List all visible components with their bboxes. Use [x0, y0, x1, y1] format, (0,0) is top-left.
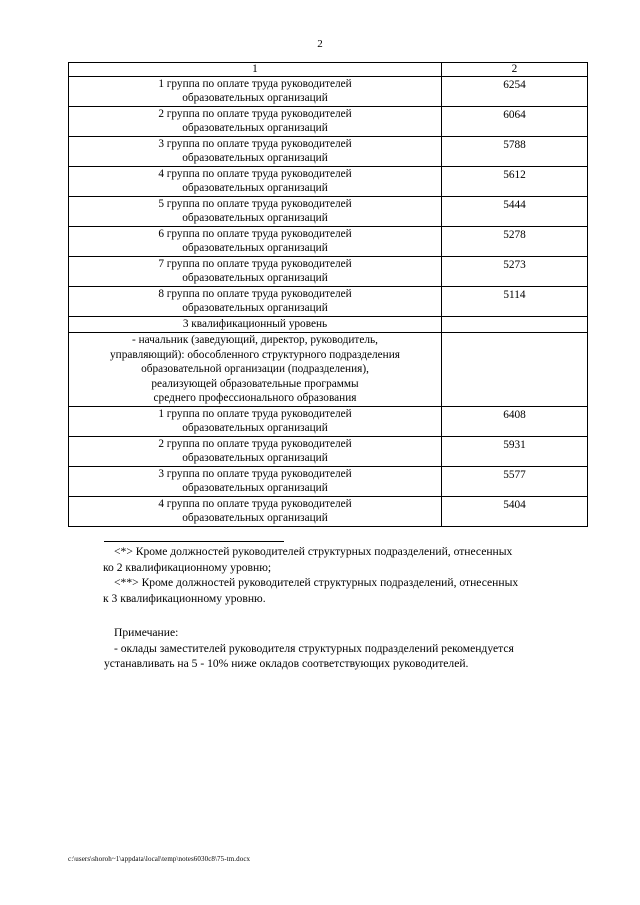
row-value: 6064	[503, 109, 526, 121]
table-header-row	[69, 63, 588, 77]
row-label-line: 6 группа по оплате труда руководителей	[158, 228, 352, 240]
row-value: 6408	[503, 409, 526, 421]
row-label-cell	[69, 227, 442, 257]
row-value	[446, 333, 583, 334]
row-value-cell	[442, 257, 588, 287]
row-value: 6254	[503, 79, 526, 91]
row-label-cell	[69, 107, 442, 137]
row-label-line: 4 группа по оплате труда руководителей	[158, 168, 352, 180]
row-label-line: 5 группа по оплате труда руководителей	[158, 198, 352, 210]
row-label-cell	[69, 467, 442, 497]
table-row	[69, 317, 588, 333]
row-value: 5114	[503, 289, 526, 301]
row-label-cell	[69, 167, 442, 197]
footnote-1-continuation: ко 2 квалификационному уровню;	[103, 560, 272, 574]
row-value: 5278	[503, 229, 526, 241]
row-value-cell	[442, 333, 588, 407]
row-label-line: 1 группа по оплате труда руководителей	[158, 78, 352, 90]
row-value: 5444	[503, 199, 526, 211]
row-label-line: образовательных организаций	[182, 452, 328, 464]
column-header-2: 2	[442, 63, 588, 77]
row-label-cell	[69, 77, 442, 107]
row-label-line: 3 квалификационный уровень	[182, 318, 328, 330]
row-label-line: 7 группа по оплате труда руководителей	[158, 258, 352, 270]
row-value: 5273	[503, 259, 526, 271]
row-label-cell	[69, 497, 442, 527]
footnote-2	[104, 575, 596, 591]
row-label-cell	[69, 197, 442, 227]
row-label-line: реализующей образовательные программы	[151, 377, 359, 390]
footnote-1	[104, 544, 596, 560]
row-label-line: образовательной организации (подразделения),	[141, 363, 369, 375]
remark-title: Примечание:	[114, 626, 179, 639]
remark-first-line: - оклады заместителей руководителя структурных подразделений рекомендуется	[114, 641, 514, 655]
row-value-cell	[442, 467, 588, 497]
row-label-cell	[69, 257, 442, 287]
row-label-line: образовательных организаций	[182, 92, 328, 104]
row-label-line: 2 группа по оплате труда руководителей	[158, 108, 352, 120]
column-header-1: 1	[69, 63, 442, 77]
row-value-cell	[442, 227, 588, 257]
notes-section	[104, 544, 596, 672]
row-value-cell	[442, 497, 588, 527]
row-value-cell	[442, 107, 588, 137]
footnote-2-continuation: к 3 квалификационному уровню.	[103, 591, 266, 605]
row-label-cell	[69, 407, 442, 437]
row-value-cell	[442, 197, 588, 227]
row-label-cell	[69, 287, 442, 317]
row-label-line: управляющий): обособленного структурного подразделения	[110, 348, 400, 361]
table-row	[69, 407, 588, 437]
row-label-line: образовательных организаций	[182, 512, 328, 524]
row-label-line: образовательных организаций	[182, 422, 328, 434]
row-label-line: 3 группа по оплате труда руководителей	[158, 468, 352, 480]
footnote-1-first-line: <*> Кроме должностей руководителей структурных подразделений, отнесенных	[114, 545, 513, 558]
row-label-line: 2 группа по оплате труда руководителей	[158, 438, 352, 450]
salary-table	[68, 62, 588, 527]
row-value-cell	[442, 407, 588, 437]
table-row	[69, 257, 588, 287]
table-row	[69, 287, 588, 317]
table-row	[69, 467, 588, 497]
row-value-cell	[442, 167, 588, 197]
page-number: 2	[317, 38, 323, 50]
row-label-line: 3 группа по оплате труда руководителей	[158, 138, 352, 150]
row-label-line: образовательных организаций	[182, 182, 328, 194]
row-value: 5931	[503, 439, 526, 451]
row-label-cell	[69, 333, 442, 407]
row-value-cell	[442, 137, 588, 167]
row-value: 5577	[503, 469, 526, 481]
row-label-line: 8 группа по оплате труда руководителей	[158, 288, 352, 300]
table-row	[69, 197, 588, 227]
table-row	[69, 77, 588, 107]
footnote-separator	[104, 541, 284, 542]
table-row	[69, 227, 588, 257]
row-label-line: образовательных организаций	[182, 482, 328, 494]
row-value-cell	[442, 437, 588, 467]
footer-file-path: c:\users\shoroh~1\appdata\local\temp\notes6030c8\75-tm.docx	[68, 855, 251, 863]
row-label-cell	[69, 137, 442, 167]
row-value-cell	[442, 287, 588, 317]
row-value: 5612	[503, 169, 526, 181]
row-label-cell	[69, 437, 442, 467]
table-row	[69, 497, 588, 527]
row-value: 5404	[503, 499, 526, 511]
row-label-line: образовательных организаций	[182, 152, 328, 164]
table-row	[69, 107, 588, 137]
row-label-line: образовательных организаций	[182, 302, 328, 314]
row-value-cell	[442, 77, 588, 107]
row-value: 5788	[503, 139, 526, 151]
row-label-line: 1 группа по оплате труда руководителей	[158, 408, 352, 420]
row-label-line: образовательных организаций	[182, 122, 328, 134]
row-label-line: - начальник (заведующий, директор, руководитель,	[131, 334, 378, 346]
row-value	[446, 317, 583, 318]
row-label-cell	[69, 317, 442, 333]
table-row	[69, 333, 588, 407]
table-row	[69, 137, 588, 167]
table-row	[69, 167, 588, 197]
row-label-line: образовательных организаций	[182, 212, 328, 224]
remark-continuation: устанавливать на 5 - 10% ниже окладов соответствующих руководителей.	[104, 657, 469, 670]
row-label-line: 4 группа по оплате труда руководителей	[158, 498, 352, 510]
row-label-line: среднего профессионального образования	[153, 392, 357, 404]
row-label-line: образовательных организаций	[182, 242, 328, 254]
row-label-line: образовательных организаций	[182, 272, 328, 284]
footnote-2-first-line: <**> Кроме должностей руководителей структурных подразделений, отнесенных	[114, 576, 519, 589]
row-value-cell	[442, 317, 588, 333]
table-row	[69, 437, 588, 467]
